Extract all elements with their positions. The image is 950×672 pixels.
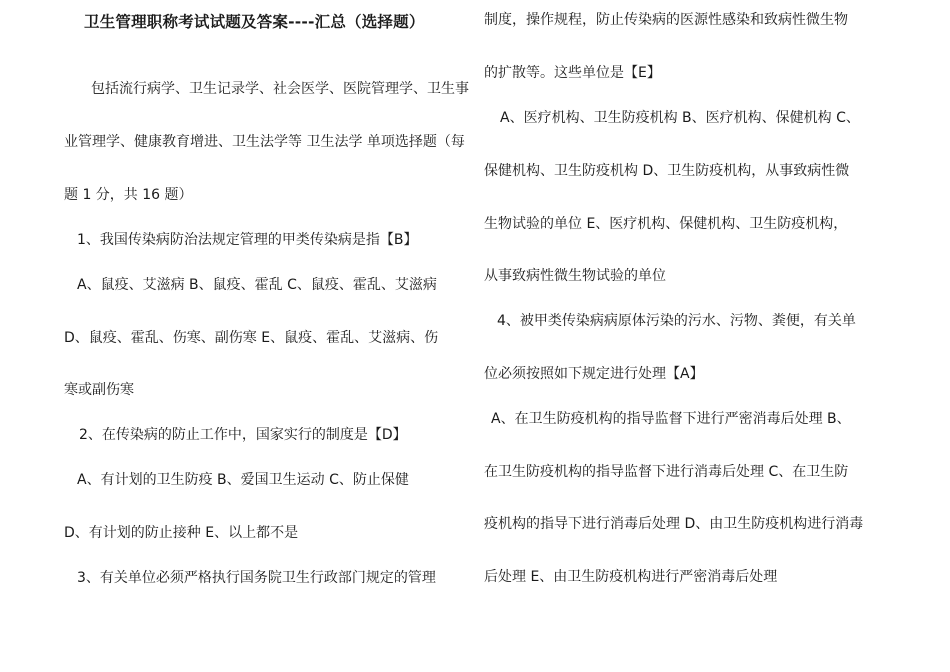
document-title: 卫生管理职称考试试题及答案----汇总（选择题） — [84, 13, 425, 31]
q3-options-line-2: 保健机构、卫生防疫机构 D、卫生防疫机构，从事致病性微 — [484, 163, 850, 179]
q4-options-line-1: A、在卫生防疫机构的指导监督下进行严密消毒后处理 B、 — [491, 411, 851, 427]
question-4-line-2: 位必须按照如下规定进行处理【A】 — [484, 366, 704, 382]
q4-options-line-4: 后处理 E、由卫生防疫机构进行严密消毒后处理 — [484, 569, 778, 585]
q2-options-line-2: D、有计划的防止接种 E、以上都不是 — [64, 525, 299, 541]
question-1: 1、我国传染病防治法规定管理的甲类传染病是指【B】 — [77, 232, 418, 248]
q4-options-line-2: 在卫生防疫机构的指导监督下进行消毒后处理 C、在卫生防 — [484, 464, 849, 480]
q3-options-line-1: A、医疗机构、卫生防疫机构 B、医疗机构、保健机构 C、 — [500, 110, 860, 126]
q3-options-line-3: 生物试验的单位 E、医疗机构、保健机构、卫生防疫机构， — [484, 216, 848, 232]
intro-line-3: 题 1 分，共 16 题） — [64, 187, 193, 203]
intro-line-2: 业管理学、健康教育增进、卫生法学等 卫生法学 单项选择题（每 — [64, 134, 465, 150]
q2-options-line-1: A、有计划的卫生防疫 B、爱国卫生运动 C、防止保健 — [77, 472, 409, 488]
q4-options-line-3: 疫机构的指导下进行消毒后处理 D、由卫生防疫机构进行消毒 — [484, 516, 864, 532]
q3-options-line-4: 从事致病性微生物试验的单位 — [484, 268, 666, 284]
q1-options-line-1: A、鼠疫、艾滋病 B、鼠疫、霍乱 C、鼠疫、霍乱、艾滋病 — [77, 277, 437, 293]
question-3-line-3: 的扩散等。这些单位是【E】 — [484, 65, 661, 81]
question-3-line-1: 3、有关单位必须严格执行国务院卫生行政部门规定的管理 — [77, 570, 436, 586]
question-2: 2、在传染病的防止工作中，国家实行的制度是【D】 — [79, 427, 407, 443]
question-3-line-2: 制度，操作规程，防止传染病的医源性感染和致病性微生物 — [484, 12, 848, 28]
question-4-line-1: 4、被甲类传染病病原体污染的污水、污物、粪便，有关单 — [497, 313, 856, 329]
intro-line-1: 包括流行病学、卫生记录学、社会医学、医院管理学、卫生事 — [91, 81, 469, 97]
q1-options-line-3: 寒或副伤寒 — [64, 382, 134, 398]
q1-options-line-2: D、鼠疫、霍乱、伤寒、副伤寒 E、鼠疫、霍乱、艾滋病、伤 — [64, 330, 439, 346]
